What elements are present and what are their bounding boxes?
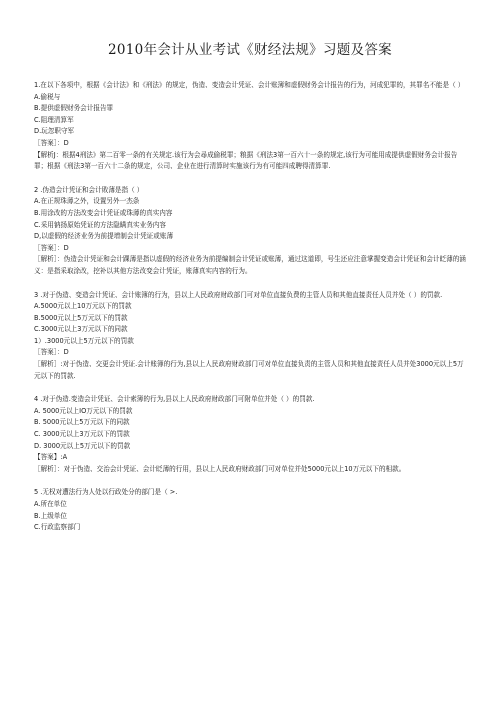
question-4 bbox=[34, 394, 466, 475]
option-c: C.行政监察部门 bbox=[34, 523, 81, 532]
answer: ［答案］：D bbox=[34, 138, 69, 147]
option-c: C.采用钠扬原始凭证的方法隐瞒真实业务内容 bbox=[34, 220, 166, 229]
option-b: B.用涂改的方法改变会计凭证或珠薄的真实内容 bbox=[34, 208, 173, 217]
option-d: D,以虚假的经济业务为前提增制会计凭证或账薄 bbox=[34, 232, 174, 241]
option-a: A.偷税与 bbox=[34, 92, 61, 101]
option-d: D.玩忽职守军 bbox=[34, 127, 75, 136]
option-b: B.上级单位 bbox=[34, 511, 67, 520]
option-b: B. 5000元以上5万元以下的同款 bbox=[34, 418, 130, 427]
option-c: C.3000元以上3万元以下的同款 bbox=[34, 325, 128, 334]
option-d: D. 3000元以上5万元以下的罚款 bbox=[34, 441, 131, 450]
question-3 bbox=[34, 290, 466, 383]
option-a: A.在正规珠薄之外，设置另外一杰条 bbox=[34, 197, 140, 206]
option-b: B.5000元以上5万元以下的罚款 bbox=[34, 313, 128, 322]
option-b: B.提供虚假财务会计报告罪 bbox=[34, 104, 114, 113]
option-a: A.5000元以上10万元以下的罚款 bbox=[34, 302, 132, 311]
option-c: C.阻理清算军 bbox=[34, 115, 74, 124]
option-a: A. 5000元以上IO万元以下的罚款 bbox=[34, 406, 133, 415]
answer: ［答案］：D bbox=[34, 348, 69, 357]
option-d: 1）.3000元以上5万元以下的罚款 bbox=[34, 336, 134, 345]
question-5 bbox=[34, 487, 466, 533]
answer: ［答案］：D bbox=[34, 243, 69, 252]
question-stem: 2 .伪造会计凭证和会计敗薄是指（ ） bbox=[34, 185, 144, 194]
question-stem: 1.在以下各项中，根据《会计法》和《刑法》的规定，伪造、变造会计凭证、会计账簿和虚假财务会计报告的行为，河成犯罪的，其罪名不能是（ ） bbox=[34, 81, 465, 89]
option-c: C. 3000元以上3万元以下的罚款 bbox=[34, 430, 130, 439]
explanation: ［解析］:对于伪造、交更会计凭证.会计账簿的行为,县以上人民政府财政部门可对单位直接负责的主管人员和其他直接责任人员并处3000元以上5万元以下的罚款. bbox=[34, 360, 464, 380]
question-2 bbox=[34, 185, 466, 278]
option-a: A.所在单位 bbox=[34, 500, 67, 508]
answer: 【答案】:A bbox=[34, 453, 68, 462]
question-stem: 4 .对于伪造.变造会计凭证、会计索簿的行为,县以上人民政府财政部门可附单位并处（ ）的罚款. bbox=[34, 395, 315, 404]
explanation: ［解析］：伪造会计凭证和会计踝薄是指以虚假的经济业务为前提编制会计凭证或账薄，通过这道即，号生还应注意掌握变造会计凭证和会计眨薄的涵义：是指采取涂改，挖补以其他方法改变会计凭证，账薄真实内容的行为。 bbox=[34, 255, 466, 275]
question-stem: 5 .无权对遭法行为人处以行政处分的部门是（ >. bbox=[34, 488, 178, 497]
question-stem: 3 .对于伪造、变造会计凭证、会计账簿的行为，县以上人民政府财政部门可对单位直接负费的主管人员和其他直接责任人员并处（ ）的罚款. bbox=[34, 290, 443, 299]
explanation: 【解析J：根据4刑法》第二百零一条的有关规定.该行为会尋成偷税罪；粮据《刑法3第一百六十一条的规定,该行为可能用成提供虚假财务会计报告罪；根据《刑法3第一百六十二条的规定，公司、企业在进行清算时实施该行为有可能四成聘得清算罪. bbox=[34, 150, 458, 171]
question-1 bbox=[34, 80, 466, 173]
document-title: 2010年会计从业考试《财经法规》习题及答案 bbox=[108, 42, 392, 58]
explanation: ［解析］：对于伪造、交治会计凭证、会计眨薄的行用，县以上人民政府财政部门可对单位并处5000元以上10万元以下的相款。 bbox=[34, 464, 406, 473]
